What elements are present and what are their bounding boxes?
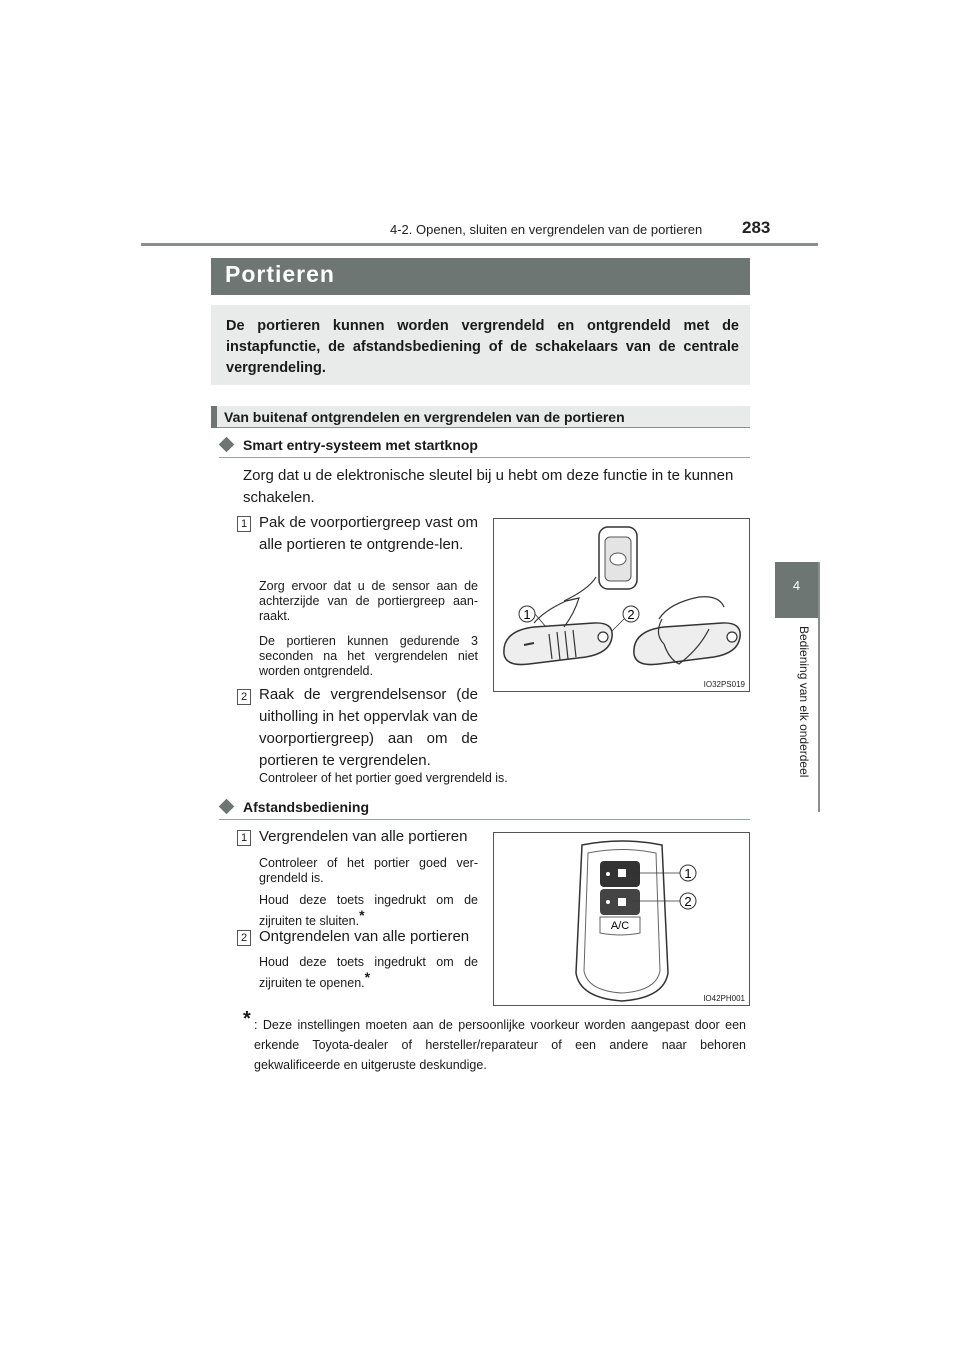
ac-button-label: A/C (610, 920, 630, 932)
step-note (259, 955, 478, 991)
smart-entry-intro: Zorg dat u de elektronische sleutel bij u hebt om deze functie in te kunnen schakelen. (243, 467, 734, 506)
diamond-bullet-icon (219, 437, 235, 453)
figure-callout-1: 1 (523, 607, 531, 622)
heading-rule (219, 457, 750, 458)
step-text: Pak de voorportiergreep vast om alle portieren te ontgrende-len. (259, 514, 478, 553)
step-number: 1 (237, 830, 251, 846)
page-number: 283 (742, 218, 771, 237)
subsection-accent (211, 406, 217, 428)
step-text: Vergrendelen van alle portieren (259, 828, 468, 845)
door-handle-figure (493, 518, 750, 692)
chapter-title: Bediening van elk onderdeel (797, 626, 811, 778)
figure-code: IO42PH001 (703, 994, 745, 1003)
page-title-bar (211, 258, 750, 295)
chapter-tab-line (818, 562, 820, 812)
remote-key-illustration (494, 833, 749, 1005)
step-number: 2 (237, 930, 251, 946)
step-note (259, 893, 478, 929)
figure-callout-1: 1 (684, 866, 692, 881)
footnote-marker: * (359, 907, 365, 923)
smart-entry-heading: Smart entry-systeem met startknop (243, 437, 478, 453)
header-divider (141, 243, 818, 246)
intro-box: De portieren kunnen worden vergrendeld en ontgrendeld met de instapfunctie, de afstandsbediening of de schakelaars van de centrale vergrendeling. (211, 305, 750, 385)
step-number: 2 (237, 689, 251, 705)
step-text: Raak de vergrendelsensor (de uitholling in het oppervlak van de voorportiergreep) aan om de portieren te vergrendelen. (259, 686, 478, 769)
step-text: Ontgrendelen van alle portieren (259, 928, 470, 945)
page-title: Portieren (225, 261, 335, 287)
step-note: Controleer of het portier goed ver-grendeld is. (259, 856, 478, 885)
footnote-text: : Deze instellingen moeten aan de persoonlijke voorkeur worden aangepast door een erkende Toyota-dealer of hersteller/reparateur of een andere naar behoren gekwalificeerde en uitgeruste deskundige. (254, 1018, 746, 1072)
remote-heading: Afstandsbediening (243, 799, 370, 815)
heading-rule (219, 819, 750, 820)
subsection-title: Van buitenaf ontgrendelen en vergrendelen van de portieren (224, 409, 625, 425)
footnote-star: * (243, 1008, 251, 1030)
note-text: Houd deze toets ingedrukt om de zijruiten te openen. (259, 955, 478, 991)
chapter-number: 4 (792, 578, 801, 593)
step-note: Zorg ervoor dat u de sensor aan de achterzijde van de portiergreep aan-raakt. (259, 579, 478, 623)
step-number: 1 (237, 516, 251, 532)
header-section-title: 4-2. Openen, sluiten en vergrendelen van de portieren (390, 222, 703, 237)
chapter-tab (775, 562, 818, 618)
step-note: Controleer of het portier goed vergrendeld is. (259, 771, 508, 785)
diamond-bullet-icon (219, 799, 235, 815)
door-handle-illustration (494, 519, 749, 691)
figure-callout-2: 2 (684, 894, 692, 909)
note-text: Houd deze toets ingedrukt om de zijruiten te sluiten. (259, 893, 478, 929)
step-note: De portieren kunnen gedurende 3 seconden na het vergrendelen niet worden ontgrendeld. (259, 634, 478, 678)
subsection-bar (211, 406, 750, 428)
footnote-marker: * (364, 969, 371, 985)
remote-key-figure (493, 832, 750, 1006)
figure-callout-2: 2 (627, 607, 635, 622)
figure-code: IO32PS019 (703, 680, 745, 689)
